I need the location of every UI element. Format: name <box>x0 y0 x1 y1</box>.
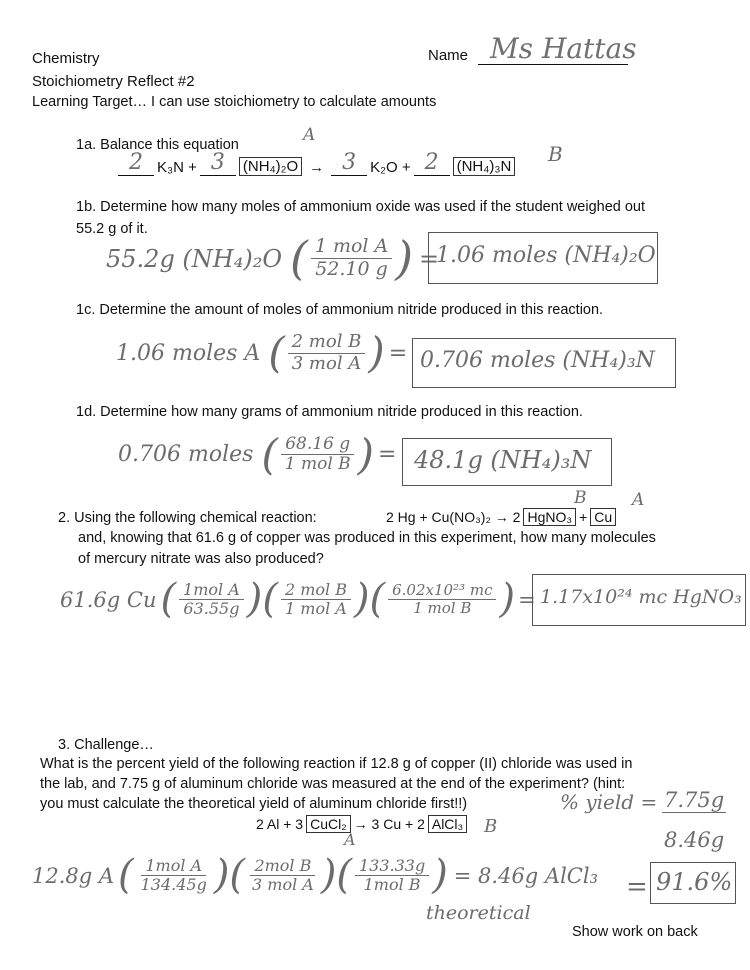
q1d-answer: 48.1g (NH₄)₃N <box>414 446 592 474</box>
q1b-answer: 1.06 moles (NH₄)₂O <box>436 243 656 268</box>
q3-heading: 3. Challenge… <box>58 737 154 753</box>
q1d-work: 0.706 moles ( $\frac{68.16 g}{\text{1 mol B}}$ ) = <box>118 430 397 479</box>
q1c-work-start: 1.06 moles A <box>116 340 261 366</box>
q2-prompt-line2: and, knowing that 61.6 g of copper was produced in this experiment, how many molecules <box>78 530 656 546</box>
q1a-coef4[interactable]: 2 <box>414 150 450 176</box>
q2-prompt-line1: 2. Using the following chemical reaction: <box>58 510 317 526</box>
q2-prompt-line3: of mercury nitrate was also produced? <box>78 551 324 567</box>
q2-answer: 1.17x10²⁴ mc HgNO₃ <box>540 586 742 608</box>
q1a-arrow: → <box>309 159 325 176</box>
q2-work: 61.6g Cu ( $\frac{\text{1mol A}}{63.55g}$ )( $\frac{\text{2 mol B}}{\text{1 mol A}}$ )( $\frac{\text{6.02x10²³ mc}}{\text{1 mol B}}$ ) = <box>60 576 536 622</box>
q3-answer: = 8.46g AlCl₃ <box>453 863 599 888</box>
q1a-coef3[interactable]: 3 <box>331 150 367 176</box>
q2-fraction-2: $\frac{\text{2 mol B}}{\text{1 mol A}}$ <box>281 581 351 619</box>
q1c-work: 1.06 moles A ( $\frac{\text{2 mol B}}{\text{3 mol A}}$ ) = <box>116 328 408 378</box>
q3-prompt-line2: the lab, and 7.75 g of aluminum chloride was measured at the end of the experiment? (hint: <box>40 776 626 792</box>
q3-reactant-a: CuCl₂ <box>306 815 351 833</box>
q1a-coef1[interactable]: 2 <box>118 150 154 176</box>
q3-fraction-2: $\frac{\text{2mol B}}{\text{3 mol A}}$ <box>252 856 314 895</box>
q3-product-b: AlCl₃ <box>428 815 467 833</box>
q1c-prompt: 1c. Determine the amount of moles of ammonium nitride produced in this reaction. <box>76 302 604 318</box>
q3-reaction: 2 Al + 3 CuCl₂ → 3 Cu + 2 AlCl₃ <box>256 815 467 833</box>
q1a-prod1: K₂O + <box>370 159 411 176</box>
q1b-work: 55.2g (NH₄)₂O ( $\frac{\text{1 mol A}}{52.10 g}$ ) = <box>106 232 440 285</box>
q2-work-start: 61.6g Cu <box>60 587 157 612</box>
q1b-work-start: 55.2g (NH₄)₂O <box>106 244 283 273</box>
q3-yield-den: 8.46g <box>664 828 725 852</box>
q2-label-a: A <box>632 490 645 510</box>
q1c-fraction: $\frac{\text{2 mol B}}{\text{3 mol A}}$ <box>288 332 366 374</box>
q3-yield-num: 7.75g <box>664 788 725 812</box>
q1a-prod2: (NH₄)₃N <box>453 157 516 176</box>
q3-label-a: A <box>344 830 356 849</box>
q3-yield-answer: 91.6% <box>656 868 733 896</box>
q3-fraction-3: $\frac{133.33g}{\text{1mol B}}$ <box>355 857 429 895</box>
q2-label-b: B <box>574 488 587 508</box>
show-work-note: Show work on back <box>572 924 698 940</box>
q3-fraction-1: $\frac{\text{1mol A}}{134.45g}$ <box>140 856 207 895</box>
q1a-coef2[interactable]: 3 <box>200 150 236 176</box>
q1a-equation <box>118 150 515 176</box>
q1a-label-b: B <box>548 142 563 166</box>
q1d-fraction: $\frac{68.16 g}{\text{1 mol B}}$ <box>281 435 355 475</box>
q1d-work-start: 0.706 moles <box>118 442 254 468</box>
q1a-prompt: 1a. Balance this equation <box>76 137 239 153</box>
q1b-fraction: $\frac{\text{1 mol A}}{52.10 g}$ <box>311 236 392 281</box>
q1b-prompt-line1: 1b. Determine how many moles of ammonium oxide was used if the student weighed out <box>76 199 646 215</box>
q3-work-start: 12.8g A <box>32 863 115 888</box>
name-value: Ms Hattas <box>490 32 637 65</box>
q1a-label-a: A <box>303 125 316 145</box>
q3-yield-label: % yield = <box>560 790 658 814</box>
q3-yield-equals: = <box>626 872 648 902</box>
q1a-react1: K₃N + <box>157 159 197 176</box>
q2-product-b: HgNO₃ <box>523 508 576 526</box>
q3-answer-note: theoretical <box>426 902 531 924</box>
q2-product-a: Cu <box>590 508 616 526</box>
q2-fraction-1: $\frac{\text{1mol A}}{63.55g}$ <box>179 581 244 619</box>
q2-reaction: 2 Hg + Cu(NO₃)₂ → 2 HgNO₃ + Cu <box>386 508 616 526</box>
q3-prompt-line1: What is the percent yield of the following reaction if 12.8 g of copper (II) chloride was used in <box>40 756 633 772</box>
q1b-prompt-line2: 55.2 g of it. <box>76 221 148 237</box>
q1d-prompt: 1d. Determine how many grams of ammonium nitride produced in this reaction. <box>76 404 583 420</box>
q1a-react2: (NH₄)₂O <box>239 157 302 176</box>
subject-label: Chemistry <box>32 50 100 67</box>
q2-fraction-3: $\frac{\text{6.02x10²³ mc}}{\text{1 mol B}}$ <box>388 582 496 618</box>
q1c-answer: 0.706 moles (NH₄)₃N <box>420 348 655 373</box>
q3-prompt-line3: you must calculate the theoretical yield of aluminum chloride first!!) <box>40 796 468 812</box>
q3-label-b: B <box>484 816 498 837</box>
learning-target: Learning Target… I can use stoichiometry to calculate amounts <box>32 94 437 110</box>
q3-work: 12.8g A ( $\frac{\text{1mol A}}{134.45g}$ )( $\frac{\text{2mol B}}{\text{3 mol A}}$ )( $\frac{133.33g}{\text{1mol B}}$ ) = 8.46g AlCl₃ <box>32 852 599 898</box>
name-label: Name <box>428 47 469 64</box>
worksheet-title: Stoichiometry Reflect #2 <box>32 73 195 90</box>
